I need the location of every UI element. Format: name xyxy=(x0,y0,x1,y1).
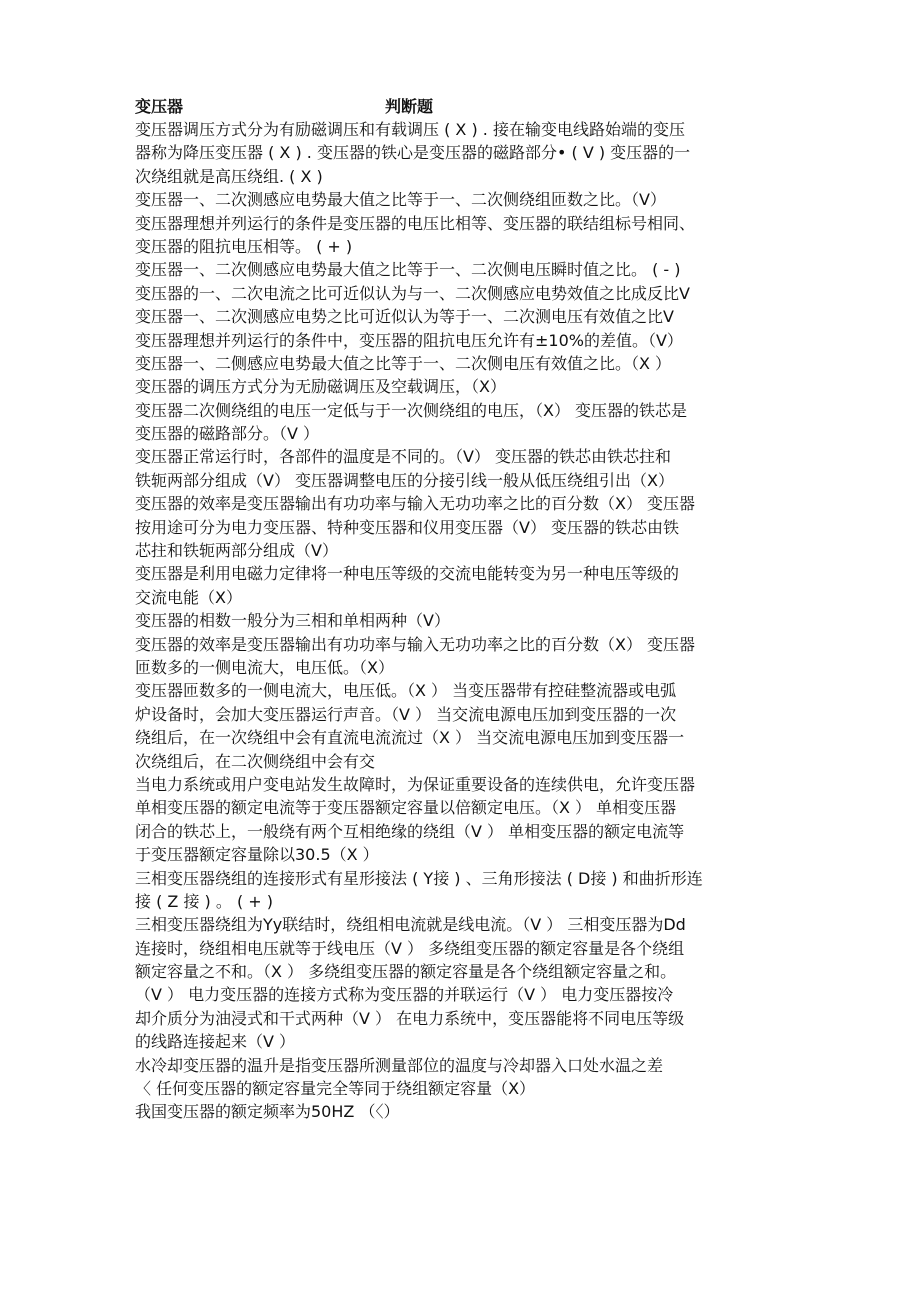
text-line: 三相变压器绕组为Yy联结时，绕组相电流就是线电流。（V ） 三相变压器为Dd xyxy=(135,915,686,935)
text-line: 变压器理想并列运行的条件是变压器的电压比相等、变压器的联结组标号相同、 xyxy=(135,213,696,233)
text-line: 当电力系统或用户变电站发生故障时，为保证重要设备的连续供电，允许变压器 xyxy=(135,774,696,794)
question-list xyxy=(135,118,780,1124)
text-line: 额定容量之不和。（X ） 多绕组变压器的额定容量是各个绕组额定容量之和。 xyxy=(135,962,677,982)
text-line: 单相变压器的额定电流等于变压器额定容量以倍额定电压。（X ） 单相变压器 xyxy=(135,798,677,818)
text-line: （V ） 电力变压器的连接方式称为变压器的并联运行（V ） 电力变压器按冷 xyxy=(135,985,674,1005)
text-line: 变压器调压方式分为有励磁调压和有载调压 ( X ) . 接在输变电线路始端的变压 xyxy=(135,120,685,139)
subject-title: 变压器 xyxy=(135,97,184,116)
text-line: 次绕组就是高压绕组. ( X ) xyxy=(135,166,323,186)
text-line: 匝数多的一侧电流大，电压低。（X） xyxy=(135,657,394,677)
text-line: 变压器一、二次侧感应电势最大值之比等于一、二次侧电压瞬时值之比。 ( - ) xyxy=(135,260,681,280)
text-line: 变压器的效率是变压器输出有功功率与输入无功功率之比的百分数（X） 变压器 xyxy=(135,634,696,654)
text-line: 次绕组后，在二次侧绕组中会有交 xyxy=(135,751,376,771)
text-line: 接 ( Z 接 ) 。 ( + ) xyxy=(135,891,274,911)
text-line: 〈 任何变压器的额定容量完全等同于绕组额定容量（X） xyxy=(135,1079,536,1099)
text-line: 交流电能（X） xyxy=(135,587,242,607)
text-line: 变压器的相数一般分为三相和单相两种（V） xyxy=(135,611,450,631)
text-line: 绕组后，在一次绕组中会有直流电流流过（X ） 当交流电源电压加到变压器一 xyxy=(135,728,685,748)
text-line: 变压器的阻抗电压相等。 ( + ) xyxy=(135,236,353,256)
text-line: 变压器正常运行时，各部件的温度是不同的。（V） 变压器的铁芯由铁芯拄和 xyxy=(135,447,672,467)
text-line: 却介质分为油浸式和干式两种（V ） 在电力系统中，变压器能将不同电压等级 xyxy=(135,1008,685,1028)
text-line: 于变压器额定容量除以30.5（X ） xyxy=(135,845,379,865)
text-line: 按用途可分为电力变压器、特种变压器和仪用变压器（V） 变压器的铁芯由铁 xyxy=(135,517,680,537)
text-line: 我国变压器的额定频率为50HZ （〈） xyxy=(135,1102,400,1122)
text-line: 连接时，绕组相电压就等于线电压（V ） 多绕组变压器的额定容量是各个绕组 xyxy=(135,938,685,958)
text-line: 变压器是利用电磁力定律将一种电压等级的交流电能转变为另一种电压等级的 xyxy=(135,564,680,584)
text-line: 水冷却变压器的温升是指变压器所测量部位的温度与冷却器入口处水温之差 xyxy=(135,1055,664,1075)
document-header xyxy=(135,95,775,119)
text-line: 炉设备时，会加大变压器运行声音。（V ） 当交流电源电压加到变压器的一次 xyxy=(135,704,677,724)
text-line: 变压器的磁路部分。（V ） xyxy=(135,424,320,444)
text-line: 变压器一、二次测感应电势之比可近似认为等于一、二次测电压有效值之比V xyxy=(135,307,674,327)
text-line: 变压器的一、二次电流之比可近似认为与一、二次侧感应电势效值之比成反比V xyxy=(135,283,690,303)
text-line: 铁轭两部分组成（V） 变压器调整电压的分接引线一般从低压绕组引出（X） xyxy=(135,470,674,490)
text-line: 闭合的铁芯上，一般绕有两个互相绝缘的绕组（V ） 单相变压器的额定电流等 xyxy=(135,821,685,841)
text-line: 变压器的调压方式分为无励磁调压及空载调压，（X） xyxy=(135,377,506,397)
text-line: 变压器一、二侧感应电势最大值之比等于一、二次侧电压有效值之比。（X ） xyxy=(135,353,672,373)
text-line: 变压器理想并列运行的条件中，变压器的阻抗电压允许有±10%的差值。（V） xyxy=(135,330,683,350)
text-line: 三相变压器绕组的连接形式有星形接法 ( Y接 ) 、三角形接法 ( D接 ) 和曲折形连 xyxy=(135,868,703,888)
text-line: 变压器匝数多的一侧电流大，电压低。（X ） 当变压器带有控硅整流器或电弧 xyxy=(135,681,677,701)
text-line: 变压器一、二次测感应电势最大值之比等于一、二次侧绕组匝数之比。（V） xyxy=(135,190,666,210)
text-line: 器称为降压变压器 ( X ) . 变压器的铁心是变压器的磁路部分• ( V ) 变压器的一 xyxy=(135,143,691,163)
section-title: 判断题 xyxy=(385,97,434,116)
text-line: 变压器的效率是变压器输出有功功率与输入无功功率之比的百分数（X） 变压器 xyxy=(135,494,696,514)
text-line: 变压器二次侧绕组的电压一定低与于一次侧绕组的电压，（X） 变压器的铁芯是 xyxy=(135,400,688,420)
text-line: 芯拄和铁轭两部分组成（V） xyxy=(135,541,338,561)
text-line: 的线路连接起来（V ） xyxy=(135,1032,296,1052)
